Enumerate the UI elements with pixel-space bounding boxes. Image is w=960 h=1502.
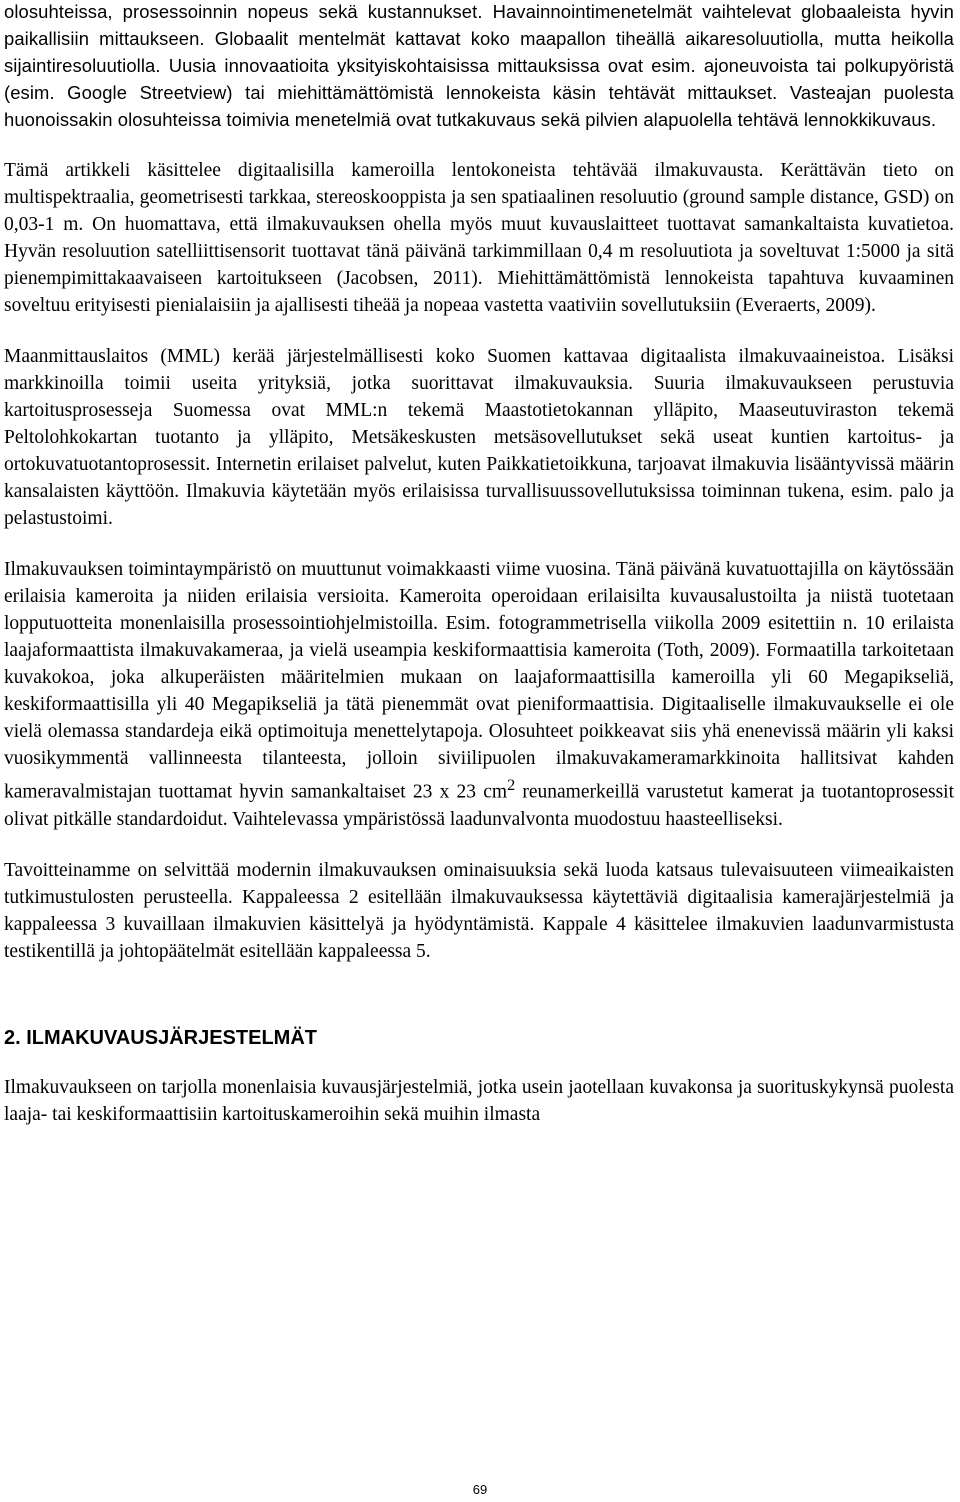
paragraph-gap (4, 532, 954, 556)
paragraph-gap (4, 133, 954, 157)
section-heading: 2. ILMAKUVAUSJÄRJESTELMÄT (4, 1026, 317, 1049)
paragraph-goals: Tavoitteinamme on selvittää modernin ilmakuvauksen ominaisuuksia sekä luoda katsaus tulevaisuuteen viimeaikaisten tutkimustulosten perusteella. Kappaleessa 2 esitellään ilmakuvauksessa käytettäviä digitaalisia kamerajärjestelmiä ja kappaleessa 3 kuvaillaan ilmakuvien käsittelyä ja hyödyntämistä. Kappale 4 käsittelee ilmakuvien laadunvarmistusta testikentillä ja johtopäätelmät esitellään kappaleessa 5. (4, 859, 954, 962)
paragraph-mml: Maanmittauslaitos (MML) kerää järjestelmällisesti koko Suomen kattavaa digitaalista ilmakuvaaineistoa. Lisäksi markkinoilla toimii useita yrityksiä, jotka suorittavat ilmakuvauksia. Suuria ilmakuvaukseen perustuvia kartoitusprosesseja Suomessa ovat MML:n tekemä Maastotietokannan ylläpito, Maaseutuviraston tekemä Peltolohkokartan tuotanto ja ylläpito, Metsäkeskusten metsäsovellutukset sekä useat kuntien kartoitus- ja ortokuvatuotantoprosessit. Internetin erilaiset palvelut, kuten Paikkatietoikkuna, tarjoavat ilmakuvia lisääntyvissä määrin kansalaisten käyttöön. Ilmakuvia käytetään myös erilaisissa turvallisuussovellutuksissa toiminnan tukena, esim. palo ja pelastustoimi. (4, 346, 954, 529)
paragraph-environment (4, 556, 954, 833)
paragraph-environment-main: Ilmakuvauksen toimintaympäristö on muuttunut voimakkaasti viime vuosina. Tänä päivänä kuvatuottajilla on käytössään erilaisia kameroita ja niiden erilaisia versioita. Kameroita operoidaan erilaisilta kuvausalustoilta ja niistä tuotetaan lopputuotteita monenlaisilla prosessointiohjelmistoilla. Esim. fotogrammetrisella viikolla 2009 esitettiin n. 10 erilaista laajaformaattista ilmakuvakameraa, ja vielä useampia keskiformaattisia kameroita (Toth, 2009). Formaatilla tarkoitetaan kuvakokoa, joka alkuperäisten määritelmien mukaan on laajaformaattisilla kameroilla yli 60 Megapikseliä, keskiformaattisilla yli 40 Megapikseliä ja tätä pienemmät ovat pieniformaattisia. Digitaaliselle ilmakuvaukselle ei ole vielä olemassa standardeja eikä optimoituja menettelytapoja. Olosuhteet poikkeavat siis yhä enenevissä määrin yli kaksi vuosikymmentä vallinneesta tilanteesta, jolloin siviilipuolen ilmakuvakameramarkkinoita hallitsivat kahden kameravalmistajan tuottamat hyvin samankaltaiset 23 x 23 cm (4, 559, 954, 803)
page-number: 69 (472, 1482, 488, 1497)
paragraph-environment-end: reunamerkeillä varustetut kamerat ja tuotantoprosessit olivat pitkälle standardoidut. Vaihtelevassa ympäristössä laadunvalvonta muodostuu haasteelliseksi. (4, 781, 955, 830)
superscript-2: 2 (507, 776, 516, 794)
paragraph-gap (4, 319, 954, 343)
paragraph-scope: Tämä artikkeli käsittelee digitaalisilla kameroilla lentokoneista tehtävää ilmakuvausta. Kerättävän tieto on multispektraalia, geometrisesti tarkkaa, stereoskooppista ja sen spatiaalinen resoluutio (ground sample distance, GSD) on 0,03-1 m. On huomattava, että ilmakuvauksen ohella myös muut kuvauslaitteet tuottavat samankaltaista kuvatietoa. Hyvän resoluution satelliittisensorit tuottavat tänä päivänä tarkimmillaan 0,4 m resoluutiota ja soveltuvat 1:5000 ja sitä pienempimittakaavaiseen kartoitukseen (Jacobsen, 2011). Miehittämättömistä lennokeista tapahtuva kuvaaminen soveltuu erityisesti pienialaisiin ja ajallisesti tiheää ja nopeaa vastetta vaativiin sovellutuksiin (Everaerts, 2009). (4, 160, 954, 316)
paragraph-gap (4, 833, 954, 857)
paragraph-systems: Ilmakuvaukseen on tarjolla monenlaisia kuvausjärjestelmiä, jotka usein jaotellaan kuvakonsa ja suorituskykynsä puolesta laaja- tai keskiformaattisiin kartoituskameroihin sekä muihin ilmasta (4, 1076, 954, 1125)
section-gap (4, 965, 954, 1025)
paragraph-intro: olosuhteissa, prosessoinnin nopeus sekä kustannukset. Havainnointimenetelmät vaihtelevat globaaleista hyvin paikallisiin mittaukseen. Globaalit mentelmät kattavat koko maapallon tiheällä aikaresoluutiolla, mutta heikolla sijaintiresoluutiolla. Uusia innovaatioita yksityiskohtaisissa mittauksissa ovat esim. ajoneuvoista tai polkupyöristä (esim. Google Streetview) tai miehittämättömistä lennokeista käsin tehtävät mittaukset. Vasteajan puolesta huonoissakin olosuhteissa toimivia menetelmiä ovat tutkakuvaus sekä pilvien alapuolella tehtävä lennokkikuvaus. (4, 1, 954, 130)
